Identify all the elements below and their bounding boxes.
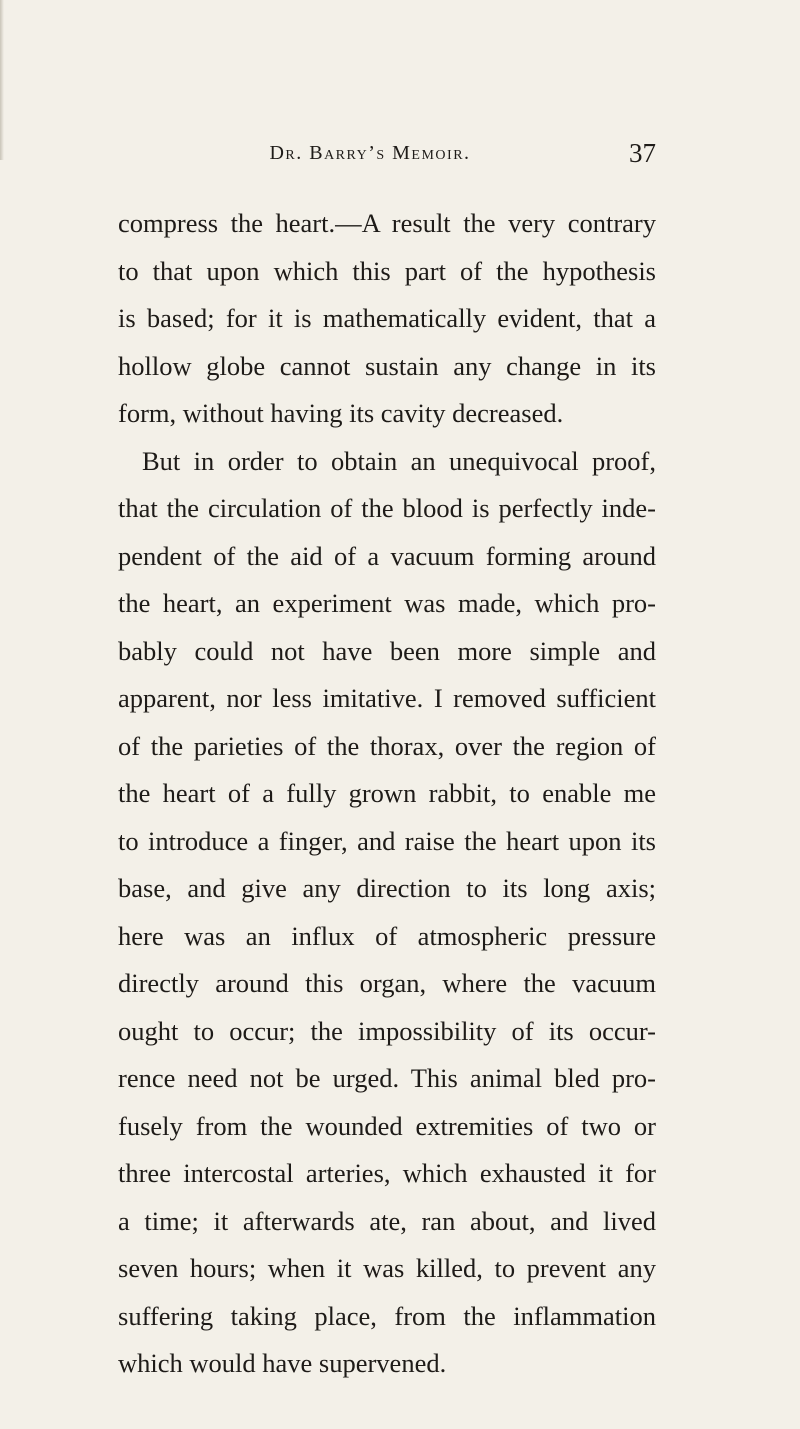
text-line: seven hours; when it was killed, to prevent any: [118, 1253, 656, 1283]
text-line: to that upon which this part of the hypothesis: [118, 255, 656, 286]
text-line: here was an influx of atmospheric pressure: [118, 920, 656, 951]
text-line: directly around this organ, where the vacuum: [118, 968, 656, 998]
running-title: Dr. Barry’s Memoir.: [269, 142, 471, 164]
text-line: hollow globe cannot sustain any change in its: [118, 350, 656, 381]
body-text: [118, 200, 656, 1388]
text-line: pendent of the aid of a vacuum forming around: [118, 540, 656, 571]
text-line: which would have supervened.: [118, 1348, 447, 1378]
text-line: fusely from the wounded extremities of two or: [118, 1110, 656, 1141]
text-line: a time; it afterwards ate, ran about, and lived: [118, 1205, 656, 1236]
text-line: bably could not have been more simple and: [118, 635, 656, 666]
text-line: rence need not be urged. This animal bled pro-: [118, 1063, 656, 1093]
text-line: of the parieties of the thorax, over the region of: [118, 730, 656, 761]
running-head: [0, 138, 800, 178]
text-line: ought to occur; the impossibility of its occur-: [118, 1015, 656, 1046]
text-line: that the circulation of the blood is perfectly inde-: [118, 493, 656, 523]
text-line: suffering taking place, from the inflammation: [118, 1300, 656, 1331]
page-number: 37: [629, 138, 656, 168]
text-line: apparent, nor less imitative. I removed sufficient: [118, 683, 656, 713]
text-line: to introduce a finger, and raise the heart upon its: [118, 825, 656, 856]
text-line: compress the heart.—A result the very contrary: [118, 208, 656, 238]
text-line: the heart of a fully grown rabbit, to enable me: [118, 778, 656, 808]
text-line: is based; for it is mathematically evident, that a: [118, 303, 656, 333]
text-line: the heart, an experiment was made, which pro-: [118, 588, 656, 618]
text-line: three intercostal arteries, which exhausted it for: [118, 1158, 656, 1188]
paragraph-start-line: But in order to obtain an unequivocal proof,: [142, 445, 656, 476]
text-line: base, and give any direction to its long axis;: [118, 873, 656, 903]
text-line: form, without having its cavity decreased.: [118, 398, 564, 428]
page-edge-shadow: [0, 0, 4, 160]
